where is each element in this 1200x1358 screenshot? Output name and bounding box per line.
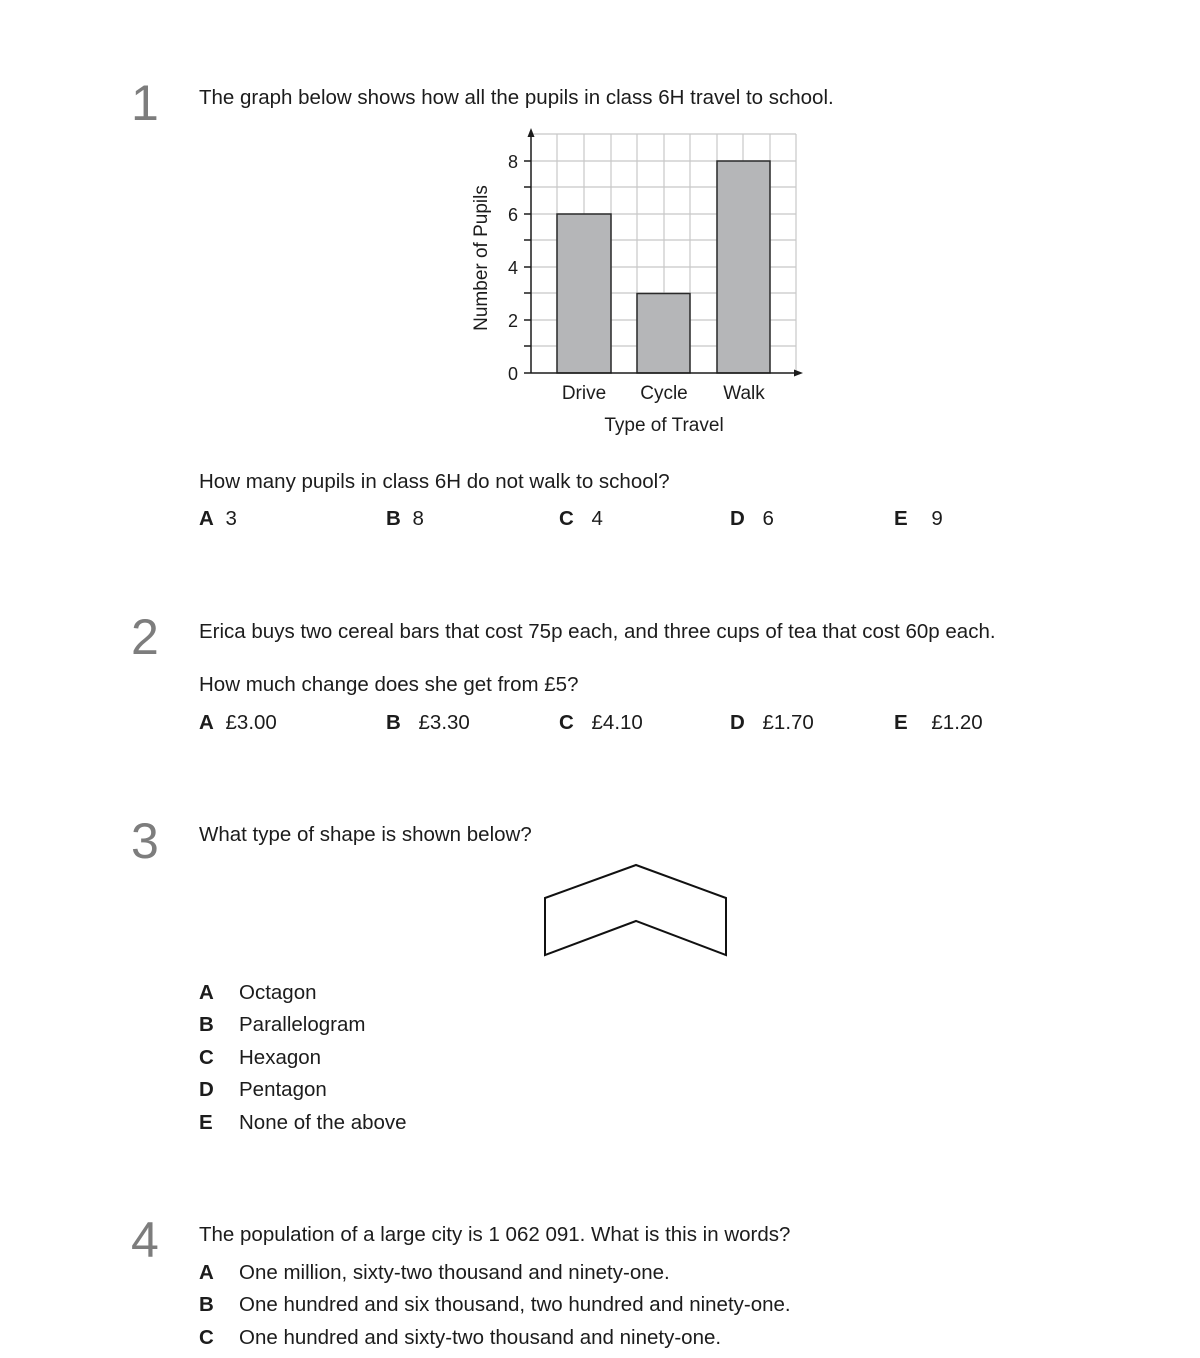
option-c[interactable]	[199, 1048, 321, 1069]
option-letter: B	[386, 507, 401, 530]
option-letter: D	[199, 1078, 214, 1101]
option-letter: B	[199, 1013, 214, 1036]
option-value: 6	[762, 507, 774, 530]
question-2-question: How much change does she get from £5?	[199, 673, 579, 696]
option-value: 3	[225, 507, 237, 530]
option-letter: C	[199, 1046, 214, 1069]
x-category-label: Cycle	[640, 383, 688, 404]
option-letter: D	[730, 507, 745, 530]
option-e[interactable]	[894, 713, 983, 734]
option-value: £1.70	[762, 711, 814, 734]
question-1-question: How many pupils in class 6H do not walk to school?	[199, 470, 670, 493]
option-b[interactable]	[199, 1295, 791, 1316]
option-value: £4.10	[591, 711, 643, 734]
y-tick-label: 4	[507, 258, 518, 278]
option-value: Parallelogram	[239, 1013, 366, 1036]
option-b[interactable]	[386, 509, 424, 530]
option-value: 4	[591, 507, 603, 530]
option-e[interactable]	[199, 1113, 407, 1134]
x-axis-title: Type of Travel	[604, 415, 724, 436]
option-value: £3.00	[225, 711, 277, 734]
option-value: One million, sixty-two thousand and ninety-one.	[239, 1261, 670, 1284]
option-d[interactable]	[199, 1080, 327, 1101]
option-value: £1.20	[931, 711, 983, 734]
question-1-prompt: The graph below shows how all the pupils in class 6H travel to school.	[199, 86, 834, 109]
option-e[interactable]	[894, 509, 943, 530]
option-value: One hundred and sixty-two thousand and ninety-one.	[239, 1326, 722, 1349]
question-number-3: 3	[131, 813, 159, 869]
option-a[interactable]	[199, 1263, 670, 1284]
option-c[interactable]	[199, 1328, 721, 1349]
option-a[interactable]	[199, 509, 237, 530]
y-tick-label: 0	[507, 364, 518, 384]
option-c[interactable]	[559, 713, 643, 734]
y-axis-arrow-icon	[528, 128, 535, 137]
x-category-label: Drive	[561, 383, 607, 404]
y-tick-label: 2	[507, 311, 518, 331]
option-letter: A	[199, 981, 214, 1004]
option-letter: B	[386, 711, 401, 734]
option-letter: A	[199, 711, 214, 734]
y-tick-label: 6	[507, 205, 518, 225]
option-value: None of the above	[239, 1111, 407, 1134]
option-b[interactable]	[199, 1015, 365, 1036]
option-letter: A	[199, 507, 214, 530]
question-number-2: 2	[131, 609, 159, 665]
option-value: 8	[412, 507, 424, 530]
bar-drive	[557, 214, 611, 373]
option-letter: C	[559, 507, 574, 530]
bar-walk	[717, 161, 770, 373]
option-d[interactable]	[730, 713, 814, 734]
option-value: £3.30	[418, 711, 470, 734]
x-axis-arrow-icon	[794, 370, 803, 377]
option-letter: E	[894, 507, 908, 530]
bar-chart	[460, 120, 820, 450]
option-a[interactable]	[199, 983, 317, 1004]
chevron-hexagon-shape	[530, 850, 740, 970]
option-letter: C	[559, 711, 574, 734]
question-number-4: 4	[131, 1212, 159, 1268]
option-letter: C	[199, 1326, 214, 1349]
question-2-prompt: Erica buys two cereal bars that cost 75p each, and three cups of tea that cost 60p each.	[199, 620, 996, 643]
option-value: One hundred and six thousand, two hundred and ninety-one.	[239, 1293, 791, 1316]
option-value: 9	[931, 507, 943, 530]
option-value: Hexagon	[239, 1046, 322, 1069]
option-letter: B	[199, 1293, 214, 1316]
question-number-1: 1	[131, 75, 159, 131]
option-b[interactable]	[386, 713, 470, 734]
option-letter: D	[730, 711, 745, 734]
option-d[interactable]	[730, 509, 774, 530]
option-a[interactable]	[199, 713, 277, 734]
option-letter: A	[199, 1261, 214, 1284]
question-4-prompt: The population of a large city is 1 062 091. What is this in words?	[199, 1223, 791, 1246]
option-c[interactable]	[559, 509, 603, 530]
x-category-label: Walk	[723, 383, 765, 404]
y-axis-title: Number of Pupils	[471, 185, 492, 331]
y-tick-label: 8	[507, 152, 518, 172]
option-letter: E	[199, 1111, 213, 1134]
option-value: Pentagon	[239, 1078, 327, 1101]
option-value: Octagon	[239, 981, 317, 1004]
question-3-prompt: What type of shape is shown below?	[199, 823, 532, 846]
option-letter: E	[894, 711, 908, 734]
bar-cycle	[637, 294, 690, 374]
